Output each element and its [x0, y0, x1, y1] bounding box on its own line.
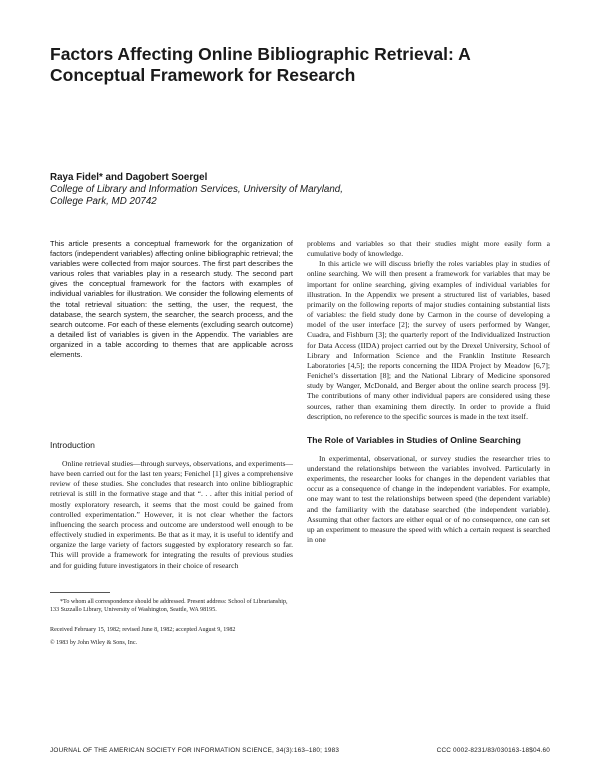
- author-address: College Park, MD 20742: [50, 196, 157, 207]
- journal-issn: CCC 0002-8231/83/030163-18$04.60: [436, 747, 550, 754]
- author-block: [50, 172, 520, 208]
- footnote-correspondence: *To whom all correspondence should be addressed. Present address: School of Librarianship, 133 Suzzallo Library, University of Washington, Seattle, WA 98195.: [50, 599, 288, 613]
- paragraph-continued: problems and variables so that their studies might more easily form a cumulative body of knowledge.: [307, 239, 550, 259]
- abstract: This article presents a conceptual framework for the organization of factors (independent variables) affecting online bibliographic retrieval; the variables were collected from major sources. The first part describes the various roles that variables play in a research study. The second part gives the conceptual framework for the factors with examples of individual variables for illustration. We consider the following elements of the total retrieval situation: the setting, the user, the request, the database, the search system, the searcher, the search process, and the search outcome. For each of these elements (excluding search outcome) a detailed list of variables is given in the Appendix. The variables are organized in a table according to themes that are applicable across elements.: [50, 239, 293, 360]
- paragraph-overview: In this article we will discuss briefly the roles variables play in studies of online searching. We will then present a framework for variables that may be important for online searching, giving examples of individual variables for illustration. In the Appendix we present a structured list of variables, based primarily on the following reports of major studies containing substantial lists of variables: the field study done by Carmon in the course of developing a model of the user interface [2]; the survey of users performed by Wanger, Cuadra, and Fishburn [3]; the quarterly report of the Individualized Instruction for Data Access (IIDA) project carried out by the Drexel University, School of Library and Information Science and the Franklin Institute Research Laboratories [4,5]; the reports concerning the IIDA Project by Meadow [6,7]; Fenichel’s dissertation [8]; and the National Library of Medicine sponsored study by Wanger, McDonald, and Berger about the online search process [9]. The contributions of many other individual papers are considered using these sources, rather than examining them directly. In order to provide a fluid description, no reference to the specific sources is made in the text itself.: [307, 259, 550, 421]
- footnote-copyright: © 1983 by John Wiley & Sons, Inc.: [50, 640, 138, 646]
- journal-footer: [50, 746, 550, 755]
- paper-title: Factors Affecting Online Bibliographic Retrieval: A Conceptual Framework for Research: [50, 44, 471, 85]
- author-affiliation: College of Library and Information Services, University of Maryland,: [50, 184, 343, 195]
- footnote-received: Received February 15, 1982; revised June 8, 1982; accepted August 9, 1982: [50, 627, 236, 633]
- intro-heading: Introduction: [50, 440, 95, 450]
- intro-paragraph: Online retrieval studies—through surveys, observations, and experiments—have been carried out for the last ten years; Fenichel [1] gives a comprehensive review of these studies. She concludes that research into online bibliographic retrieval is still in the formative stage and that “. . . after this initial period of mostly exploratory research, it seems that the most could be gained from controlled experimentation.” However, it is not clear whether the factors influencing the search process and outcome are understood well enough to be effectively studied in experiments. Be that as it may, it is useful to identify and organize the large variety of factors suggested by exploratory research so far. This will provide a framework for integrating the results of previous studies and for guiding future investigators in their choice of research: [50, 459, 293, 570]
- author-names: Raya Fidel* and Dagobert Soergel: [50, 172, 208, 183]
- section-heading-variables: The Role of Variables in Studies of Online Searching: [307, 434, 521, 445]
- journal-citation: JOURNAL OF THE AMERICAN SOCIETY FOR INFORMATION SCIENCE, 34(3):163–180; 1983: [50, 747, 340, 754]
- paragraph-variables: In experimental, observational, or survey studies the researcher tries to understand the relationships between the variables involved. Particularly in experiments, the researcher looks for changes in the dependent variables that occur as a consequence of change in the independent variables. For example, one may want to test the relationships between speed (the dependent variable) and the familiarity with the database searched (the independent variable). Assuming that other factors are either equal or of no consequence, one can set up an experiment to measure the speed with which a certain request is searched in one: [307, 453, 550, 545]
- left-column: [50, 440, 293, 571]
- footnote-rule: [50, 592, 110, 593]
- right-column: [307, 239, 550, 545]
